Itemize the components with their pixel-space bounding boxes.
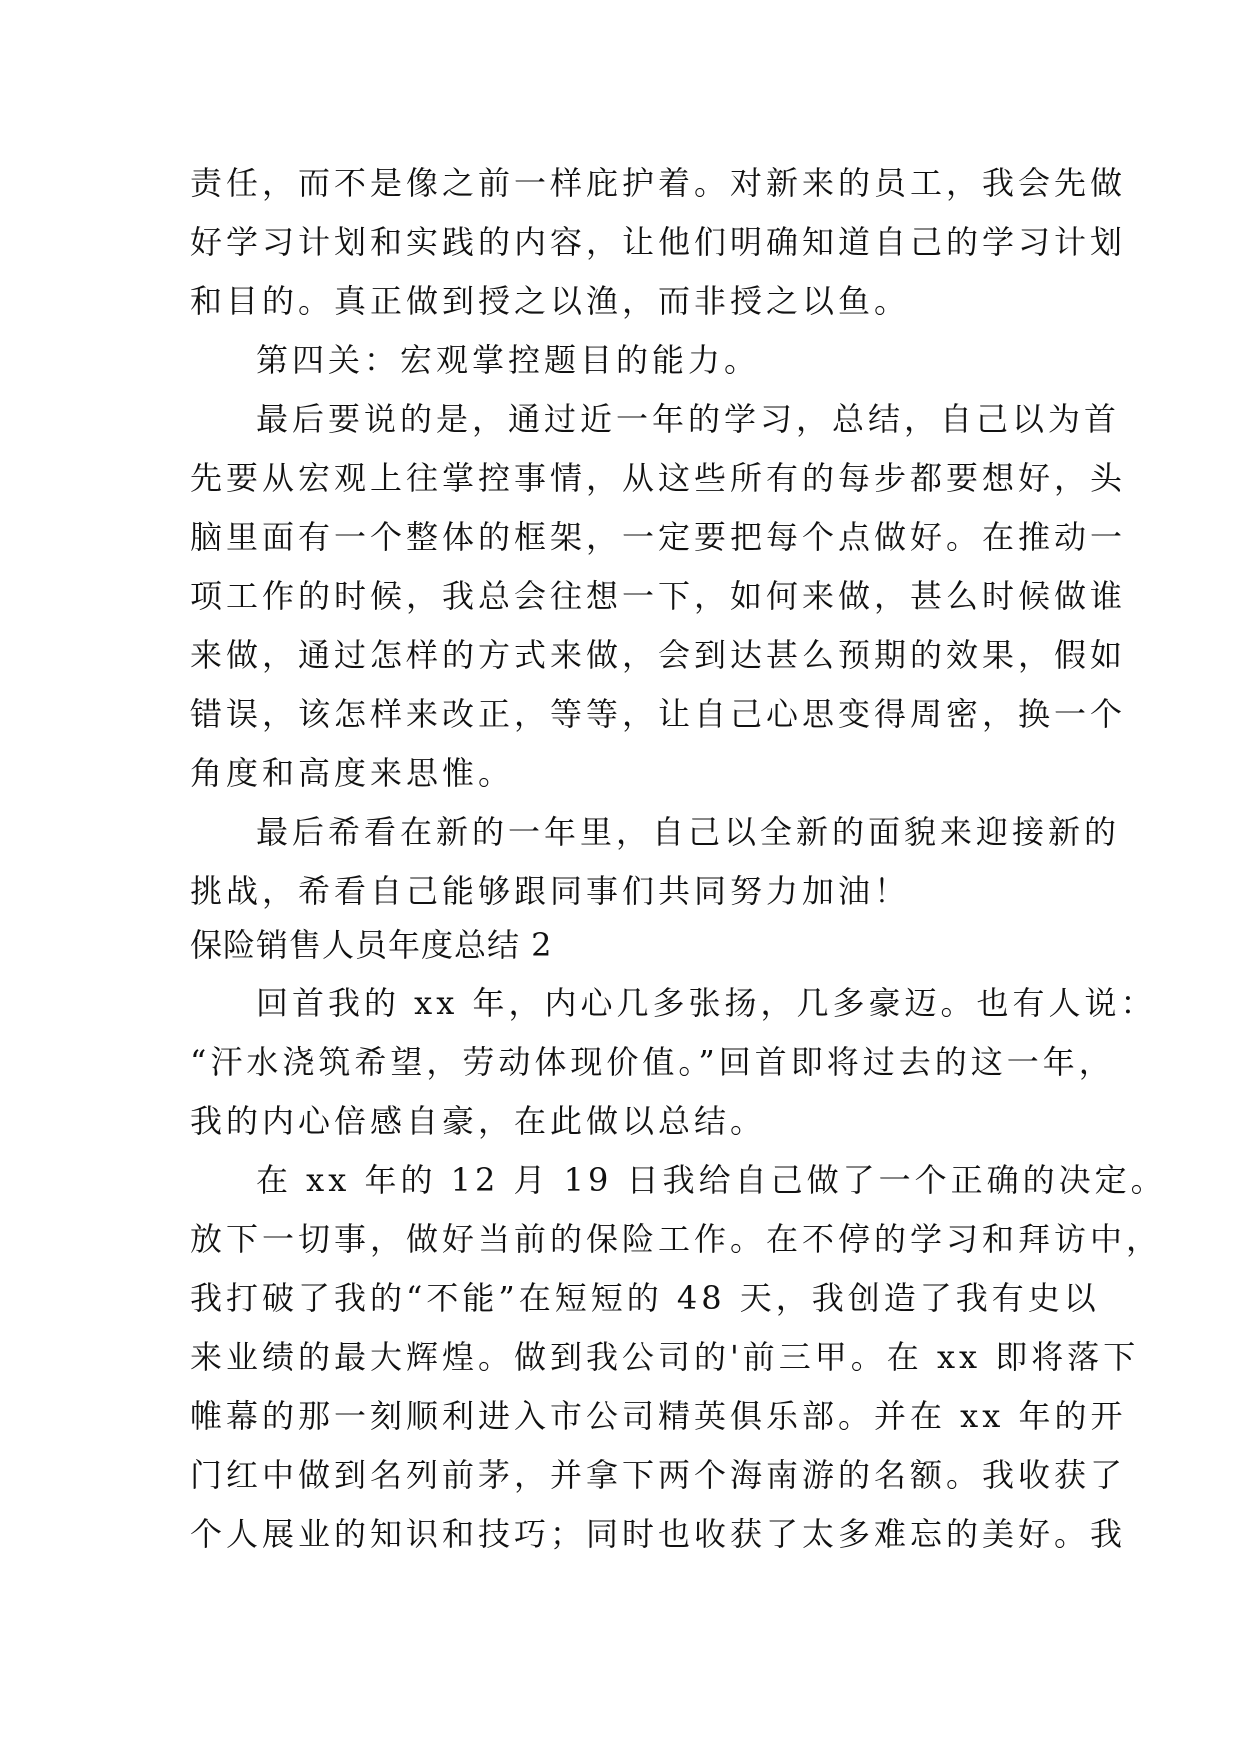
text-line: 责任，而不是像之前一样庇护着。对新来的员工，我会先做	[190, 164, 1127, 202]
text-line: 和目的。真正做到授之以渔，而非授之以鱼。	[190, 282, 911, 320]
text-line: 回首我的 xx 年，内心几多张扬，几多豪迈。也有人说：	[256, 984, 1157, 1022]
text-line: 错误，该怎样来改正，等等，让自己心思变得周密，换一个	[190, 695, 1127, 733]
text-line: 先要从宏观上往掌控事情，从这些所有的每步都要想好，头	[190, 459, 1127, 497]
text-line: 我的内心倍感自豪，在此做以总结。	[190, 1102, 767, 1140]
text-line: 在 xx 年的 12 月 19 日我给自己做了一个正确的决定。	[256, 1161, 1167, 1199]
text-line: “汗水浇筑希望，劳动体现价值。”回首即将过去的这一年，	[190, 1043, 1115, 1081]
text-line: 好学习计划和实践的内容，让他们明确知道自己的学习计划	[190, 223, 1127, 261]
section-title: 保险销售人员年度总结 2	[190, 926, 553, 964]
text-line: 脑里面有一个整体的框架，一定要把每个点做好。在推动一	[190, 518, 1127, 556]
text-line: 帷幕的那一刻顺利进入市公司精英俱乐部。并在 xx 年的开	[190, 1397, 1127, 1435]
text-line: 来做，通过怎样的方式来做，会到达甚么预期的效果，假如	[190, 636, 1127, 674]
text-line: 门红中做到名列前茅，并拿下两个海南游的名额。我收获了	[190, 1456, 1127, 1494]
text-line: 我打破了我的“不能”在短短的 48 天，我创造了我有史以	[190, 1279, 1100, 1317]
text-line: 角度和高度来思惟。	[190, 754, 515, 792]
text-line: 挑战，希看自己能够跟同事们共同努力加油！	[190, 872, 911, 910]
text-line: 最后要说的是，通过近一年的学习，总结，自己以为首	[256, 400, 1121, 438]
text-line: 来业绩的最大辉煌。做到我公司的'前三甲。在 xx 即将落下	[190, 1338, 1140, 1376]
text-line: 放下一切事，做好当前的保险工作。在不停的学习和拜访中，	[190, 1220, 1163, 1258]
text-line: 第四关：宏观掌控题目的能力。	[256, 341, 761, 379]
text-line: 个人展业的知识和技巧；同时也收获了太多难忘的美好。我	[190, 1515, 1127, 1553]
text-line: 项工作的时候，我总会往想一下，如何来做，甚么时候做谁	[190, 577, 1127, 615]
text-line: 最后希看在新的一年里，自己以全新的面貌来迎接新的	[256, 813, 1121, 851]
